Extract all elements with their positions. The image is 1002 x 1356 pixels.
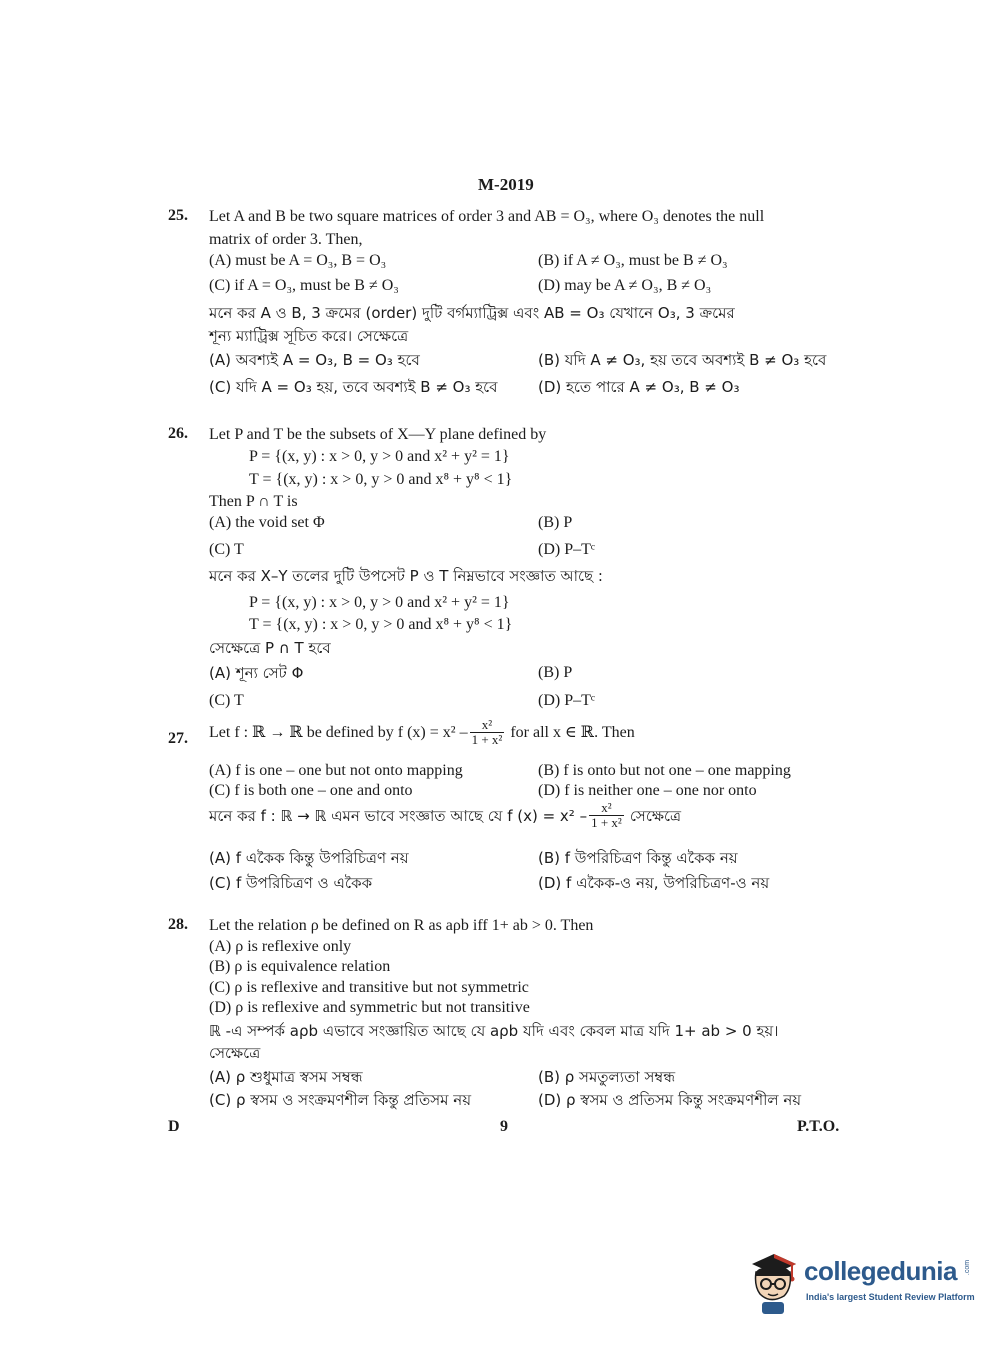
option-b-bengali: (B) f উপরিচিত্রণ কিন্তু একৈক নয়: [538, 849, 738, 867]
option-a: (A) the void set Φ: [209, 514, 325, 531]
function-def-bengali: মনে কর f : ℝ → ℝ এমন ভাবে সংজ্ঞাত আছে যে f (x) = x² –: [209, 806, 588, 825]
function-then-bengali: সেক্ষেত্রে: [629, 806, 682, 825]
set-definition: P = {(x, y) : x > 0, y > 0 and x² + y² = 1}: [249, 448, 510, 465]
paper-code: M-2019: [478, 175, 534, 194]
question-text-bengali: মনে কর X–Y তলের দুটি উপসেট P ও T নিম্নভাবে সংজ্ঞাত আছে :: [209, 567, 603, 585]
footer-pto: P.T.O.: [797, 1118, 840, 1135]
question-text-bengali: [209, 801, 681, 830]
footer-booklet-code: D: [168, 1118, 180, 1135]
option-b-bengali: (B) P: [538, 664, 573, 681]
option-a-bengali: (A) শূন্য সেট Φ: [209, 664, 304, 682]
set-definition: T = {(x, y) : x > 0, y > 0 and x⁸ + y⁸ < 1}: [249, 471, 513, 488]
option-a-bengali: (A) অবশ্যই A = O₃, B = O₃ হবে: [209, 351, 420, 369]
fraction-denominator: 1 + x²: [591, 815, 622, 830]
question-text: Let P and T be the subsets of X—Y plane defined by: [209, 426, 547, 443]
question-text: [209, 718, 635, 747]
brand-tagline: India's largest Student Review Platform: [806, 1292, 975, 1302]
brand-domain: .com: [964, 1259, 972, 1276]
fraction: [589, 801, 624, 830]
fraction-denominator: 1 + x²: [471, 732, 503, 747]
option-d: (D) may be A ≠ O₃, B ≠ O₃: [538, 277, 712, 294]
option-a: (A) ρ is reflexive only: [209, 938, 352, 955]
option-d-bengali: (D) হতে পারে A ≠ O₃, B ≠ O₃: [538, 378, 740, 396]
page-number: 9: [500, 1118, 508, 1135]
fraction-numerator: x²: [470, 718, 505, 733]
question-number: 25.: [168, 207, 188, 224]
option-b: (B) f is onto but not one – one mapping: [538, 762, 791, 779]
option-a-bengali: (A) f একৈক কিন্তু উপরিচিত্রণ নয়: [209, 849, 409, 867]
option-c-bengali: (C) যদি A = O₃ হয়, তবে অবশ্যই B ≠ O₃ হবে: [209, 378, 498, 396]
question-text-bengali: শূন্য ম্যাট্রিক্স সূচিত করে। সেক্ষেত্রে: [209, 327, 409, 345]
function-def: Let f : ℝ → ℝ be defined by f (x) = x² –: [209, 723, 468, 741]
option-a-bengali: (A) ρ শুধুমাত্র স্বসম সম্বন্ধ: [209, 1068, 363, 1086]
option-c-bengali: (C) ρ স্বসম ও সংক্রমণশীল কিন্তু প্রতিসম নয়: [209, 1091, 472, 1109]
question-text-bengali: সেক্ষেত্রে: [209, 1044, 261, 1062]
question-number: 26.: [168, 425, 188, 442]
option-c: (C) f is both one – one and onto: [209, 782, 413, 799]
set-definition: P = {(x, y) : x > 0, y > 0 and x² + y² = 1}: [249, 594, 510, 611]
question-text-bengali: সেক্ষেত্রে P ∩ T হবে: [209, 639, 331, 657]
collegedunia-watermark: [744, 1250, 974, 1320]
question-text: Then P ∩ T is: [209, 493, 298, 510]
option-c: (C) ρ is reflexive and transitive but not symmetric: [209, 979, 529, 996]
option-d-bengali: (D) f একৈক-ও নয়, উপরিচিত্রণ-ও নয়: [538, 874, 770, 892]
option-d-bengali: (D) P–Tᶜ: [538, 692, 595, 709]
option-c: (C) T: [209, 541, 244, 558]
question-text-bengali: মনে কর A ও B, 3 ক্রমের (order) দুটি বর্গম্যাট্রিক্স এবং AB = O₃ যেখানে O₃, 3 ক্রমের: [209, 304, 735, 322]
option-b: (B) if A ≠ O₃, must be B ≠ O₃: [538, 252, 728, 269]
question-text: matrix of order 3. Then,: [209, 231, 363, 248]
option-a: (A) must be A = O₃, B = O₃: [209, 252, 387, 269]
option-c: (C) if A = O₃, must be B ≠ O₃: [209, 277, 399, 294]
question-text: Let the relation ρ be defined on R as aρb iff 1+ ab > 0. Then: [209, 917, 594, 934]
fraction: [470, 718, 505, 747]
option-c-bengali: (C) f উপরিচিত্রণ ও একৈক: [209, 874, 373, 892]
option-b-bengali: (B) যদি A ≠ O₃, হয় তবে অবশ্যই B ≠ O₃ হবে: [538, 351, 827, 369]
question-number: 28.: [168, 916, 188, 933]
question-number: 27.: [168, 730, 188, 747]
set-definition: T = {(x, y) : x > 0, y > 0 and x⁸ + y⁸ < 1}: [249, 616, 513, 633]
option-b-bengali: (B) ρ সমতুল্যতা সম্বন্ধ: [538, 1068, 676, 1086]
function-domain: for all x ∈ ℝ. Then: [510, 723, 635, 741]
option-b: (B) P: [538, 514, 573, 531]
option-c-bengali: (C) T: [209, 692, 244, 709]
question-text: Let A and B be two square matrices of order 3 and AB = O₃, where O₃ denotes the null: [209, 208, 765, 225]
option-d: (D) ρ is reflexive and symmetric but not transitive: [209, 999, 530, 1016]
option-d: (D) f is neither one – one nor onto: [538, 782, 757, 799]
option-a: (A) f is one – one but not onto mapping: [209, 762, 463, 779]
option-d-bengali: (D) ρ স্বসম ও প্রতিসম কিন্তু সংক্রমণশীল নয়: [538, 1091, 802, 1109]
graduate-mascot-icon: [744, 1250, 802, 1316]
option-b: (B) ρ is equivalence relation: [209, 958, 391, 975]
question-text-bengali: ℝ -এ সম্পর্ক aρb এভাবে সংজ্ঞায়িত আছে যে aρb যদি এবং কেবল মাত্র যদি 1+ ab > 0 হয়।: [209, 1022, 779, 1040]
option-d: (D) P–Tᶜ: [538, 541, 595, 558]
brand-name: collegedunia: [804, 1256, 957, 1286]
fraction-numerator: x²: [589, 801, 624, 816]
